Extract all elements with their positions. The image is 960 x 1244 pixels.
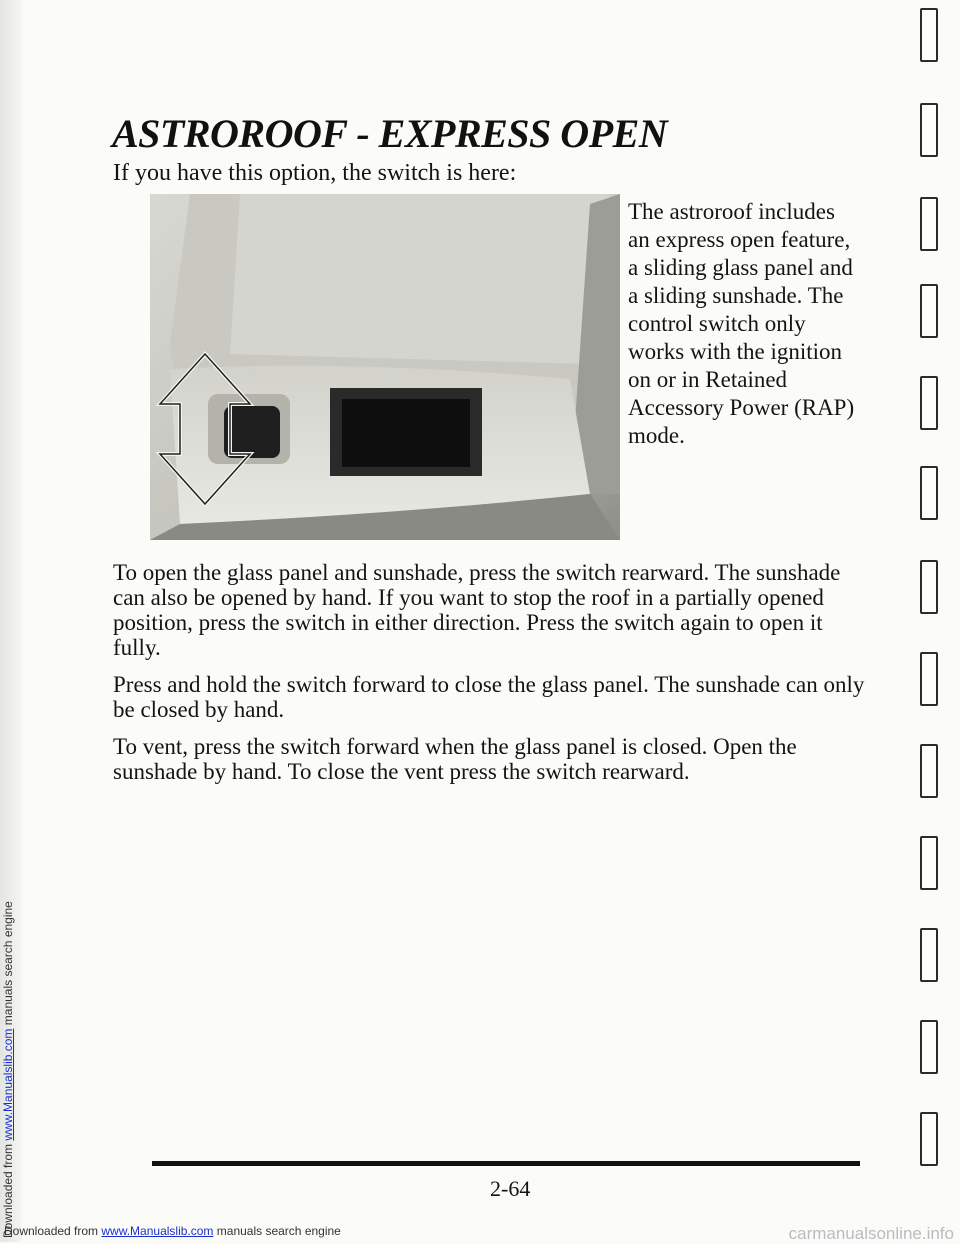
astroroof-description: The astroroof includes an express open feature, a sliding glass panel and a sliding sunshade. The control switch only works with the ignition on or in Retained Accessory Power (RAP) mode. [628, 199, 855, 448]
index-tab [920, 560, 938, 614]
index-tab [920, 1112, 938, 1166]
paragraph-vent: To vent, press the switch forward when the glass panel is closed. Open the sunshade by hand. To close the vent press the switch rearward. [113, 734, 797, 784]
astroroof-switch-photo [150, 194, 620, 540]
download-banner: Downloaded from www.Manualslib.com manuals search engine [4, 1224, 341, 1238]
instructions [113, 560, 873, 796]
index-tab [920, 836, 938, 890]
watermark: carmanualsonline.info [788, 1224, 954, 1243]
footer-rule [152, 1161, 860, 1166]
index-tab [920, 103, 938, 157]
intro-text: If you have this option, the switch is here: [113, 160, 517, 186]
index-tab [920, 284, 938, 338]
index-tab [920, 197, 938, 251]
index-tab [920, 928, 938, 982]
paragraph-open: To open the glass panel and sunshade, press the switch rearward. The sunshade can also be opened by hand. If you want to stop the roof in a partially opened position, press the switch in either direction. Press the switch again to open it fully. [113, 560, 841, 660]
index-tab [920, 8, 938, 62]
index-tab [920, 376, 938, 430]
index-tab [920, 652, 938, 706]
section-title: ASTROROOF - EXPRESS OPEN [112, 111, 668, 156]
manualslib-link-bottom[interactable]: www.Manualslib.com [101, 1224, 214, 1238]
paragraph-close: Press and hold the switch forward to close the glass panel. The sunshade can only be closed by hand. [113, 672, 865, 722]
page-number: 2-64 [490, 1176, 531, 1201]
download-banner-vertical: Downloaded from www.Manualslib.com manuals search engine [1, 901, 15, 1238]
index-tab [920, 1020, 938, 1074]
index-tab [920, 466, 938, 520]
index-tabs [908, 0, 960, 1224]
manualslib-link[interactable]: www.Manualslib.com [1, 1028, 15, 1141]
index-tab [920, 744, 938, 798]
